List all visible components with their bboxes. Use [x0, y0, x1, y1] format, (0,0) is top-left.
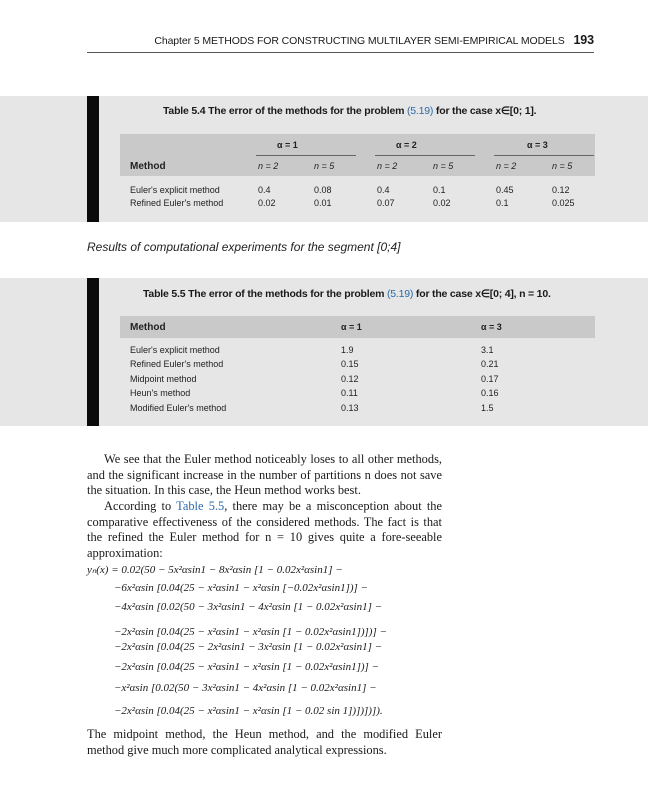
- subheader: n = 2: [496, 161, 517, 171]
- running-header: [60, 33, 594, 47]
- group-header: α = 3: [527, 140, 548, 150]
- page-number: 193: [573, 33, 594, 47]
- header-rule: [87, 52, 594, 53]
- table-caption: Table 5.5 The error of the methods for the problem (5.19) for the case x∈[0; 4], n = 10.: [143, 288, 551, 300]
- subheader: n = 5: [314, 161, 335, 171]
- equation-line: yₙ(x) = 0.02(50 − 5x²αsin1 − 8x²αsin [1 − 0.02x²αsin1] −: [87, 564, 343, 576]
- equation-line: −2x²αsin [0.04(25 − x²αsin1 − x²αsin [1 − 0.02x²αsin1])] −: [114, 661, 379, 673]
- table-5-4: Table 5.4 The error of the methods for the problem (5.19) for the case x∈[0; 1]. α = 1 α = 2 α = 3 Method n = 2 n = 5 n = 2 n = 5 n = 2 n = 5 Euler's explicit method 0.4 0.08 0.4 0.1 0.45 0.12 Refined Euler's method 0.02 0.01 0.07 0.02 0.1 0.025: [0, 96, 648, 222]
- column-header: α = 1: [341, 322, 362, 332]
- subheader: n = 5: [552, 161, 573, 171]
- group-header: α = 1: [277, 140, 298, 150]
- table-side-bar: [87, 278, 99, 426]
- table-link[interactable]: Table 5.5: [176, 499, 225, 513]
- group-underline: [375, 155, 475, 156]
- table-5-5: Table 5.5 The error of the methods for the problem (5.19) for the case x∈[0; 4], n = 10. Method α = 1 α = 3 Euler's explicit method 1.9 3.1 Refined Euler's method 0.15 0.21 Midpoint method 0.12 0.17 Heun's method 0.11 0.16 Modified Euler's method 0.13 1.5: [0, 278, 648, 426]
- paragraph: We see that the Euler method noticeably loses to all other methods, and the significant increase in the number of partitions n does not save the situation. In this case, the Heun method works best.: [87, 452, 442, 498]
- equation-line: −2x²αsin [0.04(25 − x²αsin1 − x²αsin [1 − 0.02x²αsin1])])] −: [114, 626, 387, 638]
- group-underline: [256, 155, 356, 156]
- paragraph: The midpoint method, the Heun method, and the modified Euler method give much more complicated analytical expressions.: [87, 727, 442, 757]
- equation-line: −x²αsin [0.02(50 − 3x²αsin1 − 4x²αsin [1 − 0.02x²αsin1] −: [114, 682, 377, 694]
- method-header: Method: [130, 161, 166, 172]
- method-header: Method: [130, 322, 166, 333]
- equation-line: −2x²αsin [0.04(25 − x²αsin1 − x²αsin [1 − 0.02 sin 1])])])]).: [114, 705, 383, 717]
- subheader: n = 5: [433, 161, 454, 171]
- equation-line: −4x²αsin [0.02(50 − 3x²αsin1 − 4x²αsin [1 − 0.02x²αsin1] −: [114, 601, 383, 613]
- table-caption: Table 5.4 The error of the methods for the problem (5.19) for the case x∈[0; 1].: [163, 105, 537, 117]
- equation-link[interactable]: (5.19): [406, 105, 434, 117]
- equation-line: −2x²αsin [0.04(25 − 2x²αsin1 − 3x²αsin [1 − 0.02x²αsin1] −: [114, 641, 383, 653]
- section-heading: Results of computational experiments for the segment [0;4]: [87, 240, 401, 254]
- column-header: α = 3: [481, 322, 502, 332]
- equation-line: −6x²αsin [0.04(25 − x²αsin1 − x²αsin [−0.02x²αsin1])] −: [114, 582, 368, 594]
- subheader: n = 2: [258, 161, 279, 171]
- equation-link[interactable]: (5.19): [386, 288, 414, 300]
- running-title: Chapter 5 METHODS FOR CONSTRUCTING MULTILAYER SEMI-EMPIRICAL MODELS: [154, 35, 565, 47]
- paragraph: According to Table 5.5, there may be a misconception about the comparative effectiveness of the considered methods. The fact is that the refined the Euler method for n = 10 gives quite a fore-seeable approximation:: [87, 499, 442, 560]
- subheader: n = 2: [377, 161, 398, 171]
- group-underline: [494, 155, 594, 156]
- group-header: α = 2: [396, 140, 417, 150]
- table-side-bar: [87, 96, 99, 222]
